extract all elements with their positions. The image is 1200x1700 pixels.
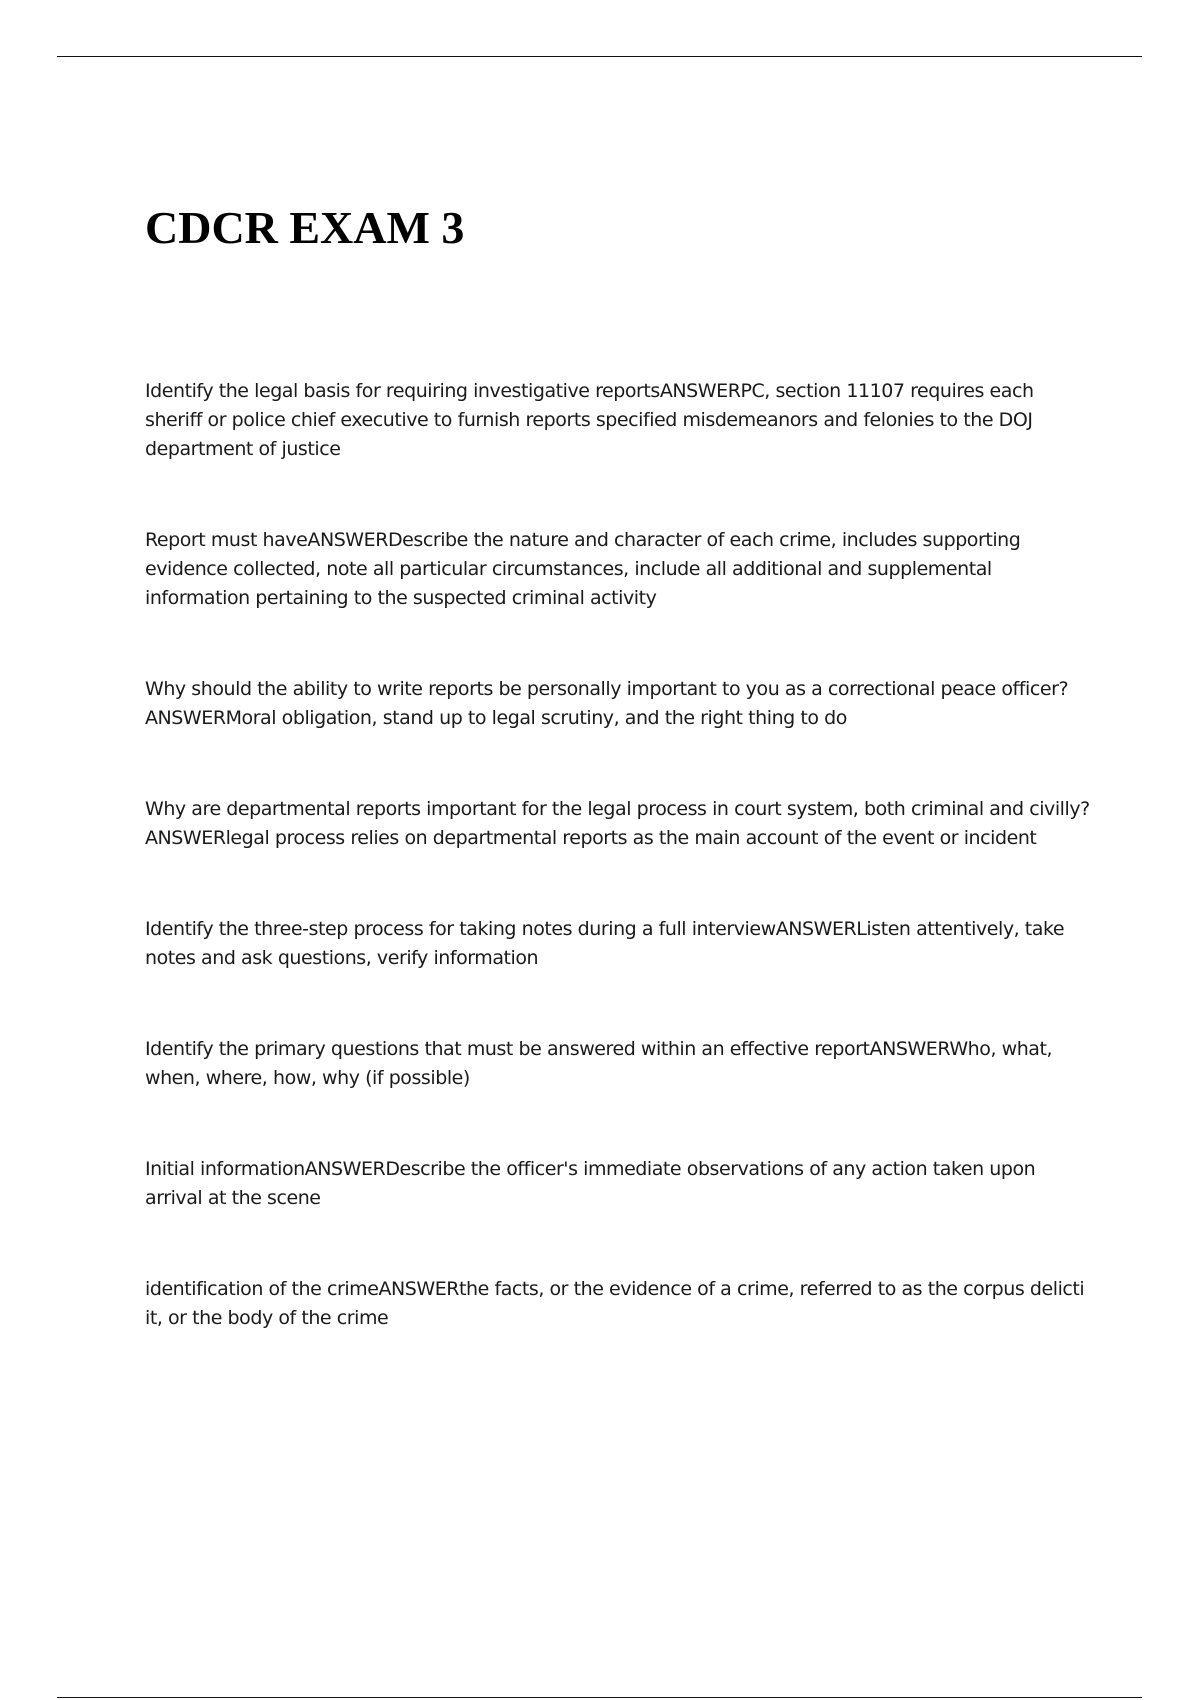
qa-answer: Describe the nature and character of each crime, includes supporting evidence collected, note all particular circumstances, include all additional and supplemental information pertaining to the suspected criminal activity: [145, 529, 1021, 609]
qa-question: Why are departmental reports important for the legal process in court system, both criminal and civilly?: [145, 798, 1090, 820]
qa-answer-marker: ANSWER: [378, 1278, 460, 1300]
qa-answer-marker: ANSWER: [659, 380, 741, 402]
qa-answer-marker: ANSWER: [307, 529, 388, 551]
qa-answer: the facts, or the evidence of a crime, referred to as the corpus delicti it, or the body of the crime: [145, 1278, 1085, 1329]
qa-item-6: [145, 1035, 1095, 1093]
qa-question: Identify the primary questions that must be answered within an effective report: [145, 1038, 870, 1060]
qa-question: Report must have: [145, 529, 308, 551]
qa-question: Initial information: [145, 1158, 305, 1180]
qa-answer: Moral obligation, stand up to legal scrutiny, and the right thing to do: [225, 707, 847, 729]
top-rule: [57, 56, 1142, 57]
qa-answer-marker: ANSWER: [304, 1158, 386, 1180]
qa-answer: Describe the officer's immediate observations of any action taken upon arrival at the scene: [145, 1158, 1036, 1209]
qa-item-2: [145, 526, 1095, 613]
qa-answer-marker: ANSWER: [775, 918, 857, 940]
qa-answer: PC, section 11107 requires each sheriff or police chief executive to furnish reports specified misdemeanors and felonies to the DOJ department of justice: [145, 380, 1034, 460]
qa-answer-marker: ANSWER: [145, 707, 226, 729]
qa-item-3: [145, 675, 1095, 733]
qa-question: identification of the crime: [145, 1278, 379, 1300]
qa-question: Identify the legal basis for requiring investigative reports: [145, 380, 660, 402]
qa-answer: Listen attentively, take notes and ask questions, verify information: [145, 918, 1065, 969]
qa-item-8: [145, 1275, 1095, 1333]
bottom-rule: [57, 1697, 1142, 1698]
qa-answer: legal process relies on departmental reports as the main account of the event or incident: [225, 827, 1037, 849]
qa-question: Identify the three-step process for taking notes during a full interview: [145, 918, 776, 940]
qa-item-7: [145, 1155, 1095, 1213]
qa-answer: Who, what, when, where, how, why (if possible): [145, 1038, 1053, 1089]
qa-answer-marker: ANSWER: [145, 827, 226, 849]
qa-item-4: [145, 795, 1095, 853]
qa-answer-marker: ANSWER: [869, 1038, 950, 1060]
qa-question: Why should the ability to write reports be personally important to you as a correctional peace officer?: [145, 678, 1069, 700]
qa-item-5: [145, 915, 1095, 973]
page-title: CDCR EXAM 3: [145, 202, 465, 253]
qa-item-1: [145, 377, 1095, 464]
